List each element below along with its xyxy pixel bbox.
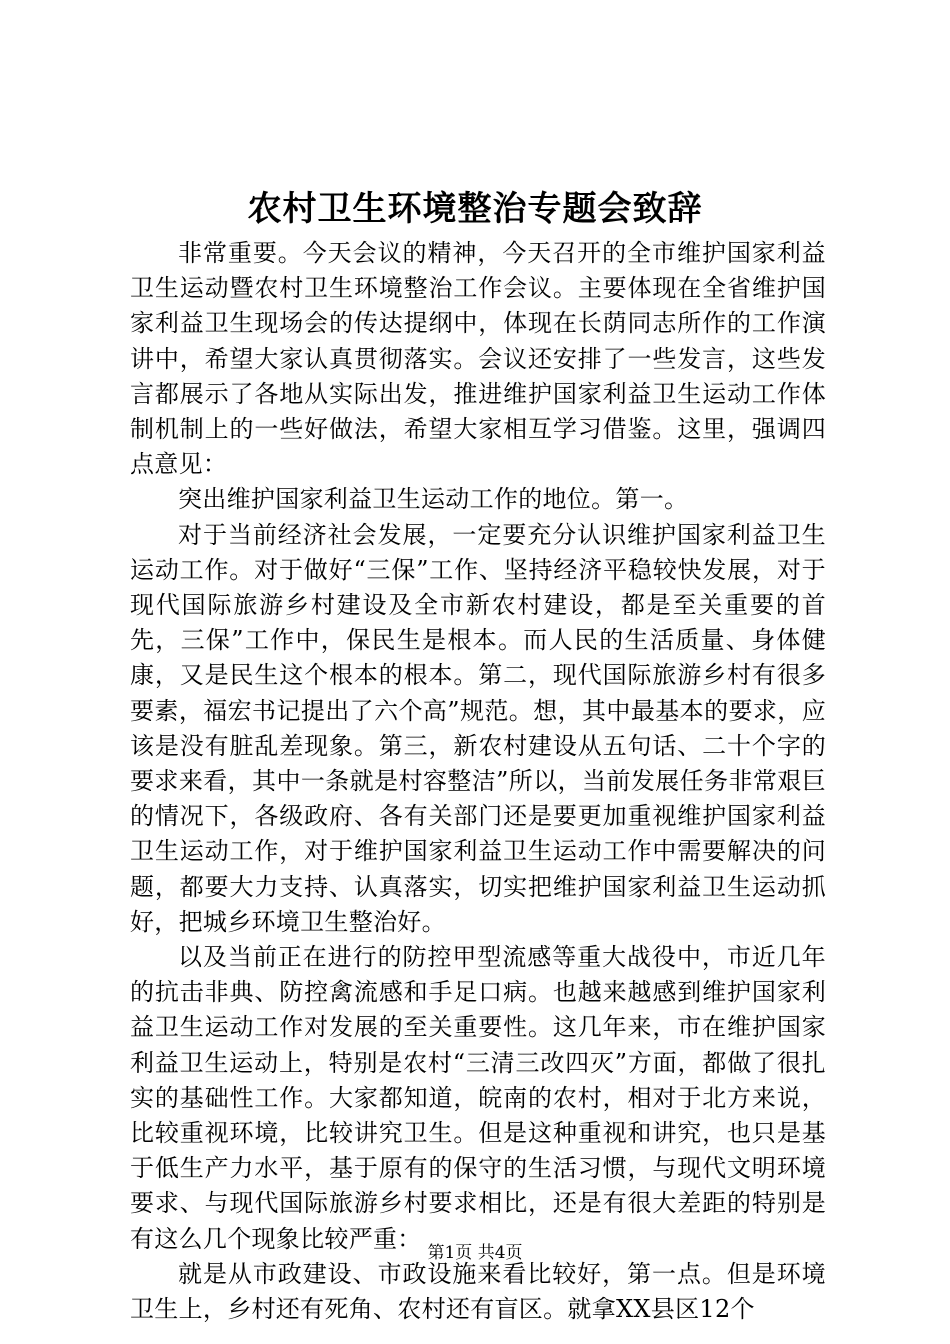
paragraph-3: 对于当前经济社会发展，一定要充分认识维护国家利益卫生运动工作。对于做好“三保”工作、坚持经济平稳较快发展，对于现代国际旅游乡村建设及全市新农村建设，都是至关重要的首先，三保”工作中，保民生是根本。而人民的生活质量、身体健康，又是民生这个根本的根本。第二，现代国际旅游乡村有很多要素，福宏书记提出了六个高”规范。想，其中最基本的要求，应该是没有脏乱差现象。第三，新农村建设从五句话、二十个字的要求来看，其中一条就是村容整洁”所以，当前发展任务非常艰巨的情况下，各级政府、各有关部门还是要更加重视维护国家利益卫生运动工作，对于维护国家利益卫生运动工作中需要解决的问题，都要大力支持、认真落实，切实把维护国家利益卫生运动抓好，把城乡环境卫生整治好。	[130, 520, 826, 936]
paragraph-4: 以及当前正在进行的防控甲型流感等重大战役中，市近几年的抗击非典、防控禽流感和手足口病。也越来越感到维护国家利益卫生运动工作对发展的至关重要性。这几年来，市在维护国家利益卫生运动上，特别是农村“三清三改四灭”方面，都做了很扎实的基础性工作。大家都知道，皖南的农村，相对于北方来说，比较重视环境，比较讲究卫生。但是这种重视和讲究，也只是基于低生产力水平，基于原有的保守的生活习惯，与现代文明环境要求、与现代国际旅游乡村要求相比，还是有很大差距的特别是有这么几个现象比较严重：	[130, 943, 826, 1253]
paragraph-5: 就是从市政建设、市政设施来看比较好，第一点。但是环境卫生上，乡村还有死角、农村还有盲区。就拿XX县区12个	[130, 1259, 826, 1324]
document-title: 农村卫生环境整治专题会致辞	[247, 189, 703, 229]
paragraph-1: 非常重要。今天会议的精神，今天召开的全市维护国家利益卫生运动暨农村卫生环境整治工作会议。主要体现在全省维护国家利益卫生现场会的传达提纲中，体现在长荫同志所作的工作演讲中，希望大家认真贯彻落实。会议还安排了一些发言，这些发言都展示了各地从实际出发，推进维护国家利益卫生运动工作体制机制上的一些好做法，希望大家相互学习借鉴。这里，强调四点意见：	[130, 239, 826, 479]
paragraph-2: 突出维护国家利益卫生运动工作的地位。第一。	[178, 485, 689, 514]
page-number-footer: 第1页 共4页	[427, 1243, 523, 1263]
document-body	[130, 236, 826, 1327]
